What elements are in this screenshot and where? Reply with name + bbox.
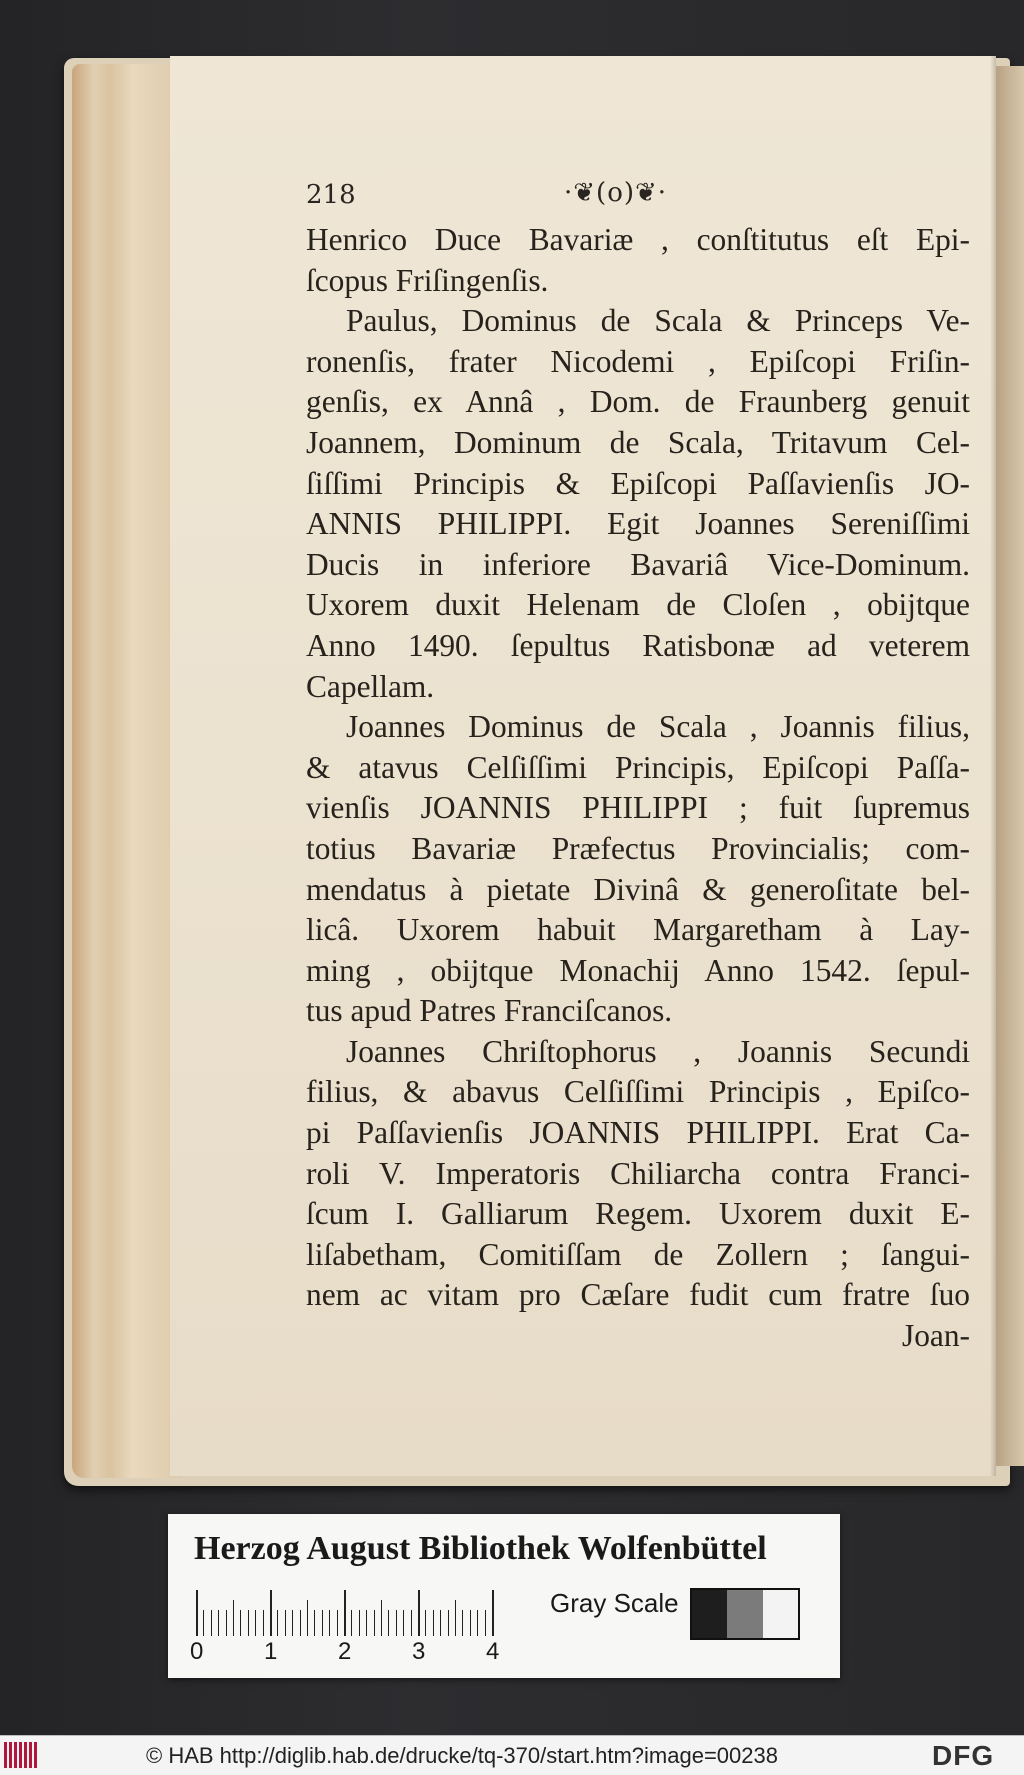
ruler-tick: [196, 1590, 198, 1636]
library-name: Herzog August Bibliothek Wolfenbüttel: [194, 1530, 767, 1567]
text-line: filius, & abavus Celſiſſimi Principis , Epiſco-: [306, 1074, 970, 1110]
ruler-tick: [285, 1610, 286, 1636]
ruler-tick: [411, 1610, 412, 1636]
ruler-tick: [218, 1610, 219, 1636]
ruler-tick: [270, 1590, 272, 1636]
ruler-tick: [314, 1610, 315, 1636]
text-line: ſcopus Friſingenſis.: [306, 262, 549, 298]
text-line: mendatus à pietate Divinâ & generoſitate bel-: [306, 871, 970, 907]
text-line: Joannes Dominus de Scala , Joannis filius,: [346, 709, 970, 745]
text-line: Paulus, Dominus de Scala & Princeps Ve-: [346, 303, 970, 339]
text-line: totius Bavariæ Præfectus Provincialis; com-: [306, 830, 970, 866]
ruler-tick: [322, 1610, 323, 1636]
ruler-tick: [337, 1610, 338, 1636]
ruler-label: 3: [412, 1638, 426, 1665]
page-edges: [72, 64, 182, 1478]
text-line: & atavus Celſiſſimi Principis, Epiſcopi Paſſa-: [306, 749, 970, 785]
ruler-tick: [448, 1610, 449, 1636]
ruler-labels: [188, 1638, 548, 1668]
footer-credit-link[interactable]: © HAB http://diglib.hab.de/drucke/tq-370/start.htm?image=00238: [146, 1743, 778, 1768]
header-ornament: ·❦(o)❦·: [564, 178, 668, 208]
text-line: genſis, ex Annâ , Dom. de Fraunberg genuit: [306, 384, 970, 420]
text-line: tus apud Patres Franciſcanos.: [306, 993, 673, 1029]
ruler-tick: [300, 1610, 301, 1636]
page-number: 218: [306, 180, 356, 210]
footer-bar: [0, 1735, 1024, 1775]
text-line: ANNIS PHILIPPI. Egit Joannes Sereniſſimi: [306, 506, 970, 542]
facing-page-edge: [996, 66, 1024, 1466]
ruler-tick: [203, 1610, 204, 1636]
ruler-tick: [359, 1610, 360, 1636]
gray-patch: [727, 1590, 762, 1638]
text-line: Joannes Chriſtophorus , Joannis Secundi: [346, 1033, 970, 1069]
ruler-tick: [240, 1610, 241, 1636]
ruler-tick: [462, 1610, 463, 1636]
gray-patch: [692, 1590, 727, 1638]
text-line: Henrico Duce Bavariæ , conſtitutus eſt Epi-: [306, 222, 970, 257]
ruler-label: 2: [338, 1638, 352, 1665]
page-header: [306, 180, 966, 212]
page-gutter: [990, 56, 996, 1476]
gray-scale-label: Gray Scale: [550, 1588, 679, 1618]
ruler-tick: [292, 1610, 293, 1636]
ruler-tick: [403, 1610, 404, 1636]
ruler-label: 4: [486, 1638, 500, 1665]
ruler-tick: [388, 1610, 389, 1636]
ruler-tick: [226, 1610, 227, 1636]
text-line: ming , obijtque Monachij Anno 1542. ſepul-: [306, 952, 970, 988]
text-line: Ducis in inferiore Bavariâ Vice-Dominum.: [306, 546, 970, 582]
ruler-tick: [381, 1600, 382, 1636]
ruler-tick: [455, 1600, 456, 1636]
ruler-tick: [374, 1610, 375, 1636]
text-line: Capellam.: [306, 668, 435, 704]
text-line: pi Paſſavienſis JOANNIS PHILIPPI. Erat Ca-: [306, 1115, 970, 1151]
text-line: vienſis JOANNIS PHILIPPI ; fuit ſupremus: [306, 790, 970, 826]
ruler-tick: [351, 1610, 352, 1636]
ruler-tick: [255, 1610, 256, 1636]
ruler-tick: [277, 1610, 278, 1636]
text-line: liſabetham, Comitiſſam de Zollern ; ſangui-: [306, 1236, 970, 1272]
ruler-scale: [196, 1590, 534, 1636]
ruler-tick: [211, 1610, 212, 1636]
text-line: ſcum I. Galliarum Regem. Uxorem duxit E-: [306, 1196, 970, 1232]
ruler-label: 0: [190, 1638, 204, 1665]
ruler-tick: [307, 1600, 308, 1636]
dfg-logo: DFG: [932, 1740, 995, 1771]
ruler-tick: [329, 1610, 330, 1636]
ruler-tick: [485, 1610, 486, 1636]
text-line: Uxorem duxit Helenam de Cloſen , obijtque: [306, 587, 970, 623]
ruler-tick: [440, 1610, 441, 1636]
ruler-label: 1: [264, 1638, 278, 1665]
library-color-card: [168, 1514, 840, 1678]
catchword: Joan-: [902, 1318, 970, 1354]
text-line: Joannem, Dominum de Scala, Tritavum Cel-: [306, 424, 970, 460]
text-line: Anno 1490. ſepultus Ratisbonæ ad veterem: [306, 627, 970, 663]
ruler-tick: [418, 1590, 420, 1636]
ruler-tick: [233, 1600, 234, 1636]
text-line: licâ. Uxorem habuit Margaretham à Lay-: [306, 912, 970, 948]
ruler-tick: [433, 1610, 434, 1636]
gray-patch: [763, 1590, 798, 1638]
text-line: ronenſis, frater Nicodemi , Epiſcopi Friſin-: [306, 343, 970, 379]
ruler-tick: [396, 1610, 397, 1636]
text-line: nem ac vitam pro Cæſare fudit cum fratre ſuo: [306, 1277, 970, 1313]
ruler-tick: [248, 1610, 249, 1636]
ruler-tick: [470, 1610, 471, 1636]
text-line: roli V. Imperatoris Chiliarcha contra Franci-: [306, 1155, 970, 1191]
ruler-tick: [492, 1590, 494, 1636]
hab-logo-icon: [4, 1742, 44, 1768]
page-body-text: [306, 220, 970, 1357]
gray-scale-patches: [690, 1588, 800, 1640]
ruler-tick: [263, 1610, 264, 1636]
ruler-tick: [425, 1610, 426, 1636]
ruler-tick: [477, 1610, 478, 1636]
ruler-tick: [366, 1610, 367, 1636]
ruler-tick: [344, 1590, 346, 1636]
text-line: ſiſſimi Principis & Epiſcopi Paſſavienſis JO-: [306, 465, 970, 501]
